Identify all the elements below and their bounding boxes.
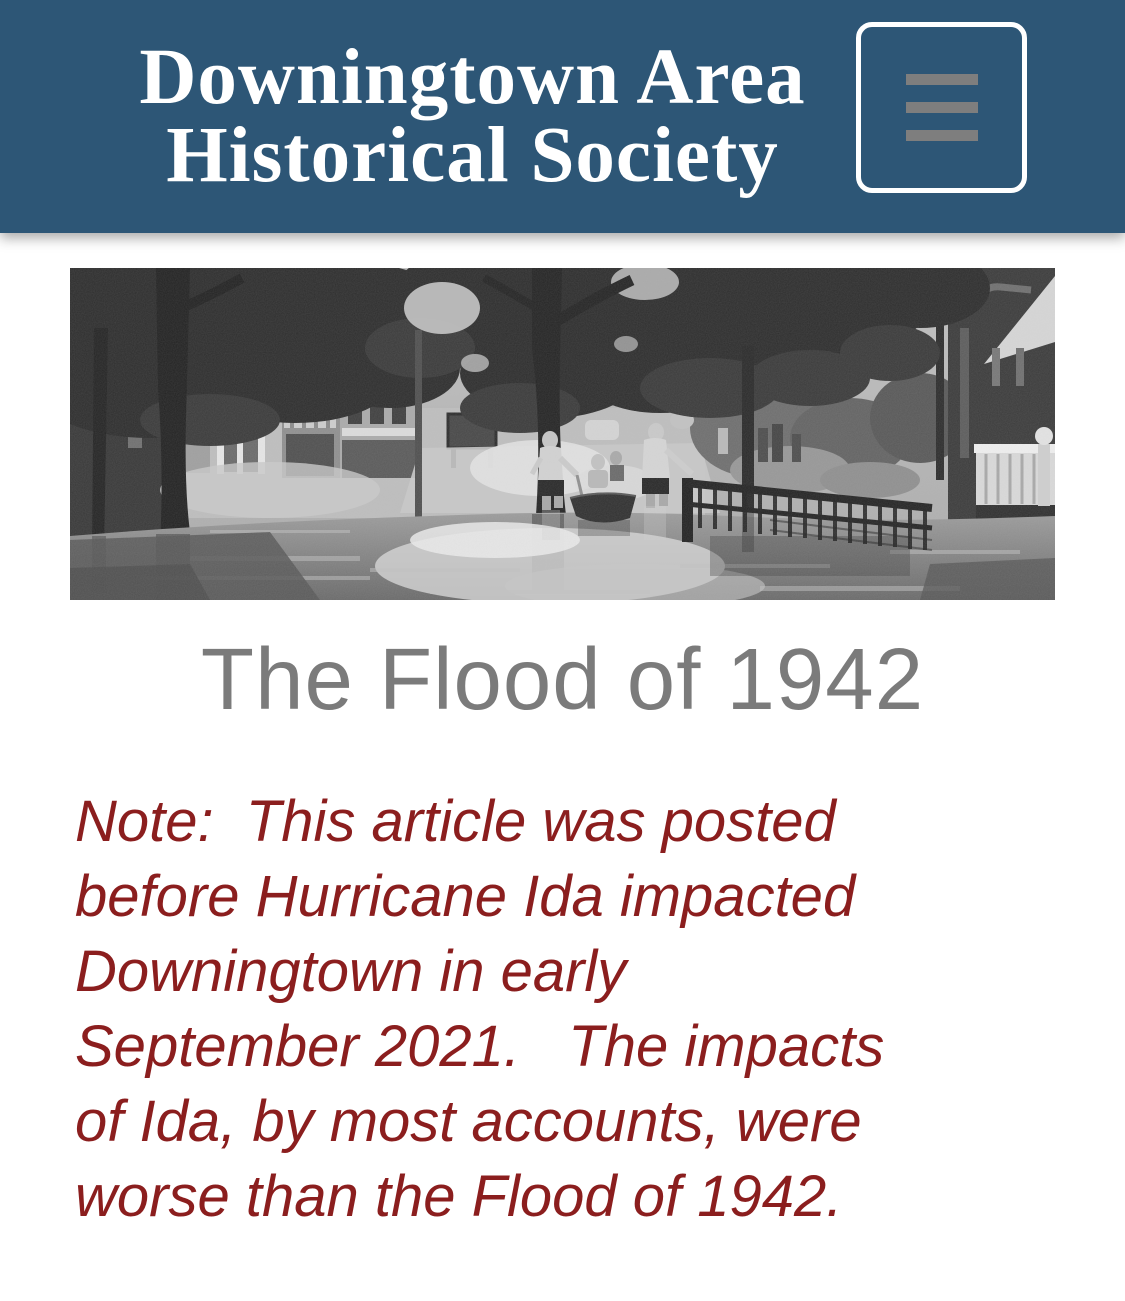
note-line: of Ida, by most accounts, were	[75, 1089, 862, 1154]
note-line: September 2021. The impacts	[75, 1014, 885, 1079]
hamburger-menu-button[interactable]	[856, 22, 1027, 193]
site-title-line2: Historical Society	[166, 111, 779, 199]
flood-photo-illustration	[70, 268, 1055, 600]
page-title: The Flood of 1942	[200, 631, 925, 728]
note-line: worse than the Flood of 1942.	[75, 1164, 843, 1229]
site-title-line1: Downingtown Area	[139, 33, 806, 121]
site-header	[0, 0, 1125, 233]
site-title	[0, 33, 850, 199]
photo-grain	[70, 268, 1055, 600]
flood-photo	[70, 268, 1055, 600]
note-line: before Hurricane Ida impacted	[75, 864, 856, 929]
editor-note	[75, 784, 1070, 1234]
note-line: Note: This article was posted	[75, 789, 836, 854]
note-line: Downingtown in early	[75, 939, 627, 1004]
article	[0, 268, 1125, 1234]
